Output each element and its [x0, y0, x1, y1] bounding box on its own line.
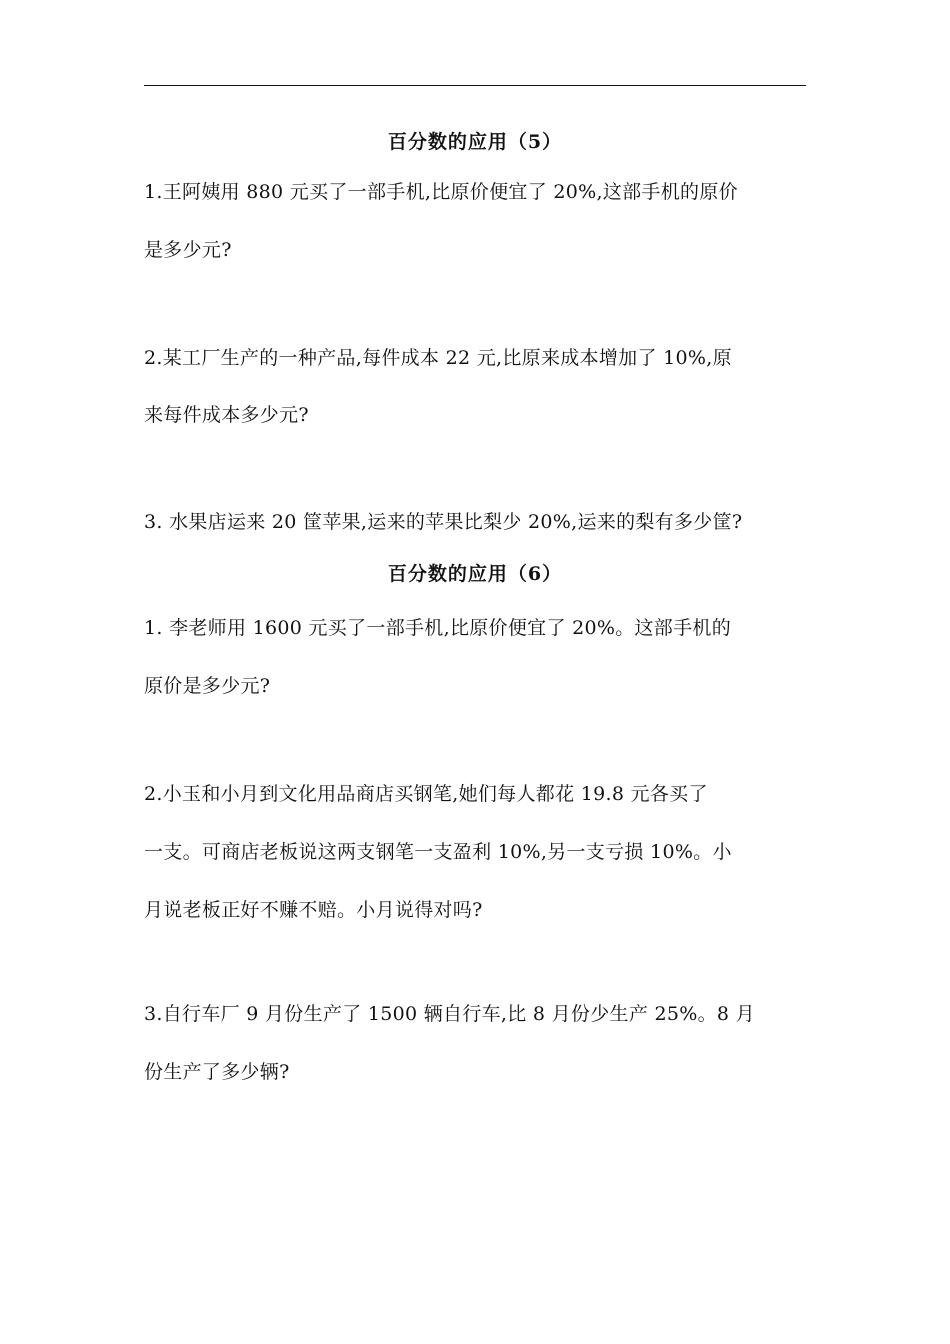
section-6-problem-1-line-2: 原价是多少元?	[144, 675, 271, 697]
section-5-problem-3-line-1: 3. 水果店运来 20 筐苹果,运来的苹果比梨少 20%,运来的梨有多少筐?	[144, 511, 743, 533]
section-6-problem-3-line-1: 3.自行车厂 9 月份生产了 1500 辆自行车,比 8 月份少生产 25%。8 月	[144, 1003, 755, 1025]
section-6-problem-3-line-2: 份生产了多少辆?	[144, 1061, 290, 1083]
section-6-problem-2-line-3: 月说老板正好不赚不赔。小月说得对吗?	[144, 899, 483, 921]
section-5-title: 百分数的应用（5）	[387, 131, 563, 153]
section-6-problem-2-line-2: 一支。可商店老板说这两支钢笔一支盈利 10%,另一支亏损 10%。小	[144, 841, 732, 863]
section-6-title: 百分数的应用（6）	[387, 563, 563, 585]
section-5-problem-2-line-2: 来每件成本多少元?	[144, 404, 309, 426]
section-5-problem-1-line-1: 1.王阿姨用 880 元买了一部手机,比原价便宜了 20%,这部手机的原价	[144, 181, 738, 203]
section-5-problem-1-line-2: 是多少元?	[144, 239, 232, 261]
section-6-problem-2-line-1: 2.小玉和小月到文化用品商店买钢笔,她们每人都花 19.8 元各买了	[144, 783, 708, 805]
section-5-problem-2-line-1: 2.某工厂生产的一种产品,每件成本 22 元,比原来成本增加了 10%,原	[144, 347, 732, 369]
section-6-problem-1-line-1: 1. 李老师用 1600 元买了一部手机,比原价便宜了 20%。这部手机的	[144, 617, 732, 639]
top-horizontal-rule	[144, 85, 806, 86]
